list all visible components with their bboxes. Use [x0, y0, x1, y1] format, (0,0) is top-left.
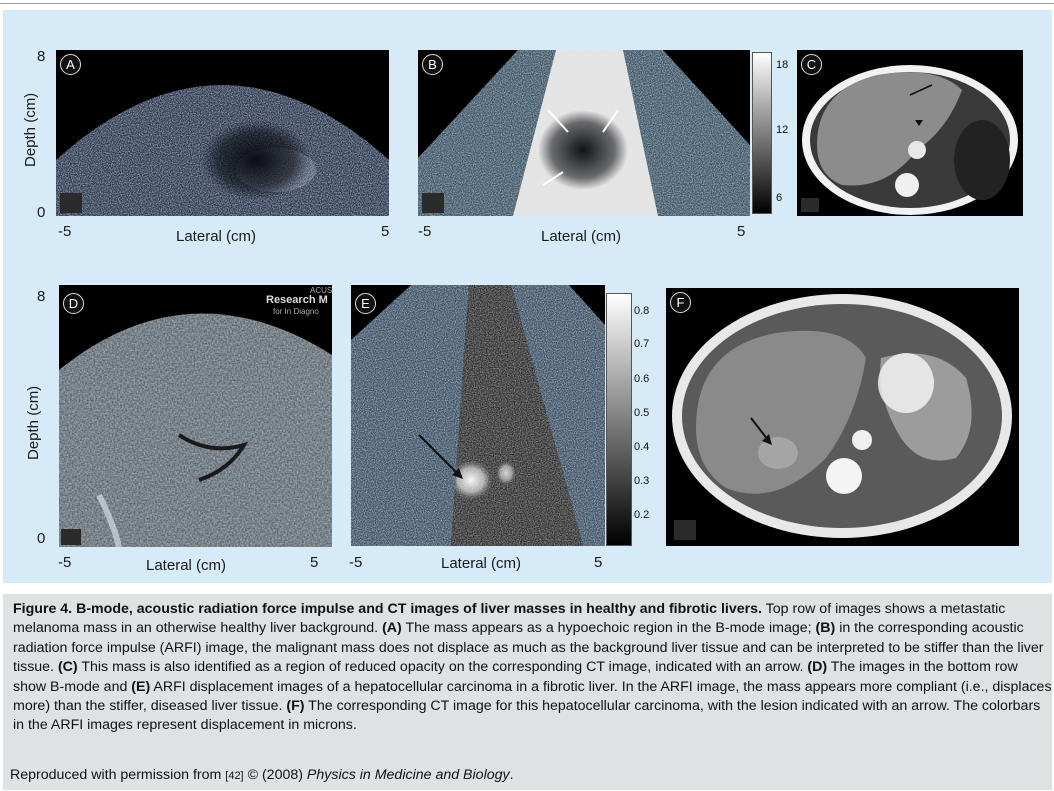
caption-title: Figure 4. B-mode, acoustic radiation force impulse and CT images of liver masses in healthy and fibrotic livers. — [13, 601, 762, 617]
panel-e-x-tick-left: -5 — [349, 554, 363, 571]
panel-e-colorbar-tick-0.2: 0.2 — [634, 509, 650, 521]
figure-credit-line — [10, 767, 514, 783]
panel-e-x-title: Lateral (cm) — [441, 555, 522, 572]
panel-d-overlay-line-2: Research M — [266, 294, 328, 306]
caption-text-4: This mass is also identified as a region of reduced opacity on the corresponding CT image, indicated with an arrow. — [77, 659, 808, 676]
panel-e-colorbar — [606, 293, 632, 546]
panel-b-colorbar-tick-6: 6 — [776, 192, 783, 204]
caption-ref-f: (F) — [286, 698, 305, 715]
bottom-y-tick-top: 8 — [37, 288, 46, 305]
panel-d-overlay-line-3: for In Diagno — [273, 307, 319, 316]
panel-d-x-title: Lateral (cm) — [146, 557, 227, 574]
caption-text-2: The mass appears as a hypoechoic region in the B-mode image; — [401, 620, 816, 637]
credit-reference: [42] — [225, 770, 244, 782]
panel-d-x-tick-left: -5 — [58, 554, 72, 571]
credit-journal: Physics in Medicine and Biology — [306, 767, 510, 783]
caption-text-7: The corresponding CT image for this hepatocellular carcinoma, with the lesion indicated with an arrow. The colorbars in the ARFI images represent displacement in microns. — [13, 698, 1041, 734]
panel-d-overlay-line-1: ACUS — [310, 286, 332, 295]
figure-caption-box — [3, 594, 1052, 790]
caption-text-6: ARFI displacement images of a hepatocellular carcinoma in a fibrotic liver. In the ARFI image, the mass appears more compliant (i.e., displaces more) than the stiffer, diseased liver tissue. — [13, 678, 1052, 715]
top-y-axis-title: Depth (cm) — [22, 92, 39, 167]
credit-prefix: Reproduced with permission from — [10, 767, 226, 783]
panel-e-x-tick-right: 5 — [594, 554, 603, 571]
panel-label-e: E — [355, 293, 376, 314]
panel-label-a: A — [60, 54, 81, 75]
panel-c-ct-image — [797, 50, 1023, 216]
credit-middle: © (2008) — [243, 767, 307, 783]
panel-label-b: B — [422, 54, 443, 75]
credit-end: . — [509, 767, 514, 783]
panel-label-c: C — [801, 54, 822, 75]
panel-a-x-title: Lateral (cm) — [176, 228, 257, 245]
panel-b-x-tick-left: -5 — [418, 223, 432, 240]
panel-b-x-title: Lateral (cm) — [541, 228, 622, 245]
caption-ref-d: (D) — [807, 659, 828, 676]
panel-e-colorbar-tick-0.3: 0.3 — [634, 475, 650, 487]
panel-e-colorbar-tick-0.7: 0.7 — [634, 338, 650, 350]
panel-f-ct-image — [666, 288, 1019, 546]
caption-text-3: in the corresponding acoustic radiation force impulse (ARFI) image, the malignant mass does not displace as much as the background liver tissue and can be interpreted to be stiffer than the liver tissue. — [13, 620, 1044, 676]
panel-e-colorbar-tick-0.6: 0.6 — [634, 373, 650, 385]
panel-label-d: D — [63, 293, 84, 314]
top-rule — [0, 3, 1054, 4]
top-y-tick-top: 8 — [37, 48, 46, 65]
panel-b-colorbar-tick-18: 18 — [776, 59, 789, 71]
caption-ref-b: (B) — [815, 620, 836, 637]
panel-a-bmode-image — [56, 50, 389, 216]
panel-d-x-tick-right: 5 — [310, 554, 319, 571]
panel-e-arfi-image — [351, 285, 605, 546]
panel-b-colorbar — [752, 52, 772, 214]
figure-caption-text — [13, 600, 1053, 736]
panel-label-f: F — [670, 292, 691, 313]
panel-b-arfi-image — [418, 50, 750, 216]
bottom-y-axis-title: Depth (cm) — [25, 385, 42, 460]
panel-e-colorbar-tick-0.5: 0.5 — [634, 407, 650, 419]
panel-d-bmode-image — [59, 285, 332, 547]
caption-text-5: The images in the bottom row show B-mode and — [13, 659, 1018, 695]
panel-e-colorbar-tick-0.4: 0.4 — [634, 441, 650, 453]
panel-b-colorbar-tick-12: 12 — [776, 124, 789, 136]
panel-a-x-tick-right: 5 — [381, 223, 390, 240]
caption-text-1: Top row of images shows a metastatic melanoma mass in an otherwise healthy liver background. — [13, 601, 1006, 637]
top-y-tick-bottom: 0 — [37, 204, 46, 221]
caption-ref-c: (C) — [57, 659, 78, 676]
panel-b-x-tick-right: 5 — [737, 223, 746, 240]
panel-e-colorbar-tick-0.8: 0.8 — [634, 305, 650, 317]
bottom-y-tick-bottom: 0 — [37, 530, 46, 547]
caption-ref-a: (A) — [382, 620, 402, 637]
caption-ref-e: (E) — [131, 678, 151, 695]
panel-a-x-tick-left: -5 — [58, 223, 72, 240]
